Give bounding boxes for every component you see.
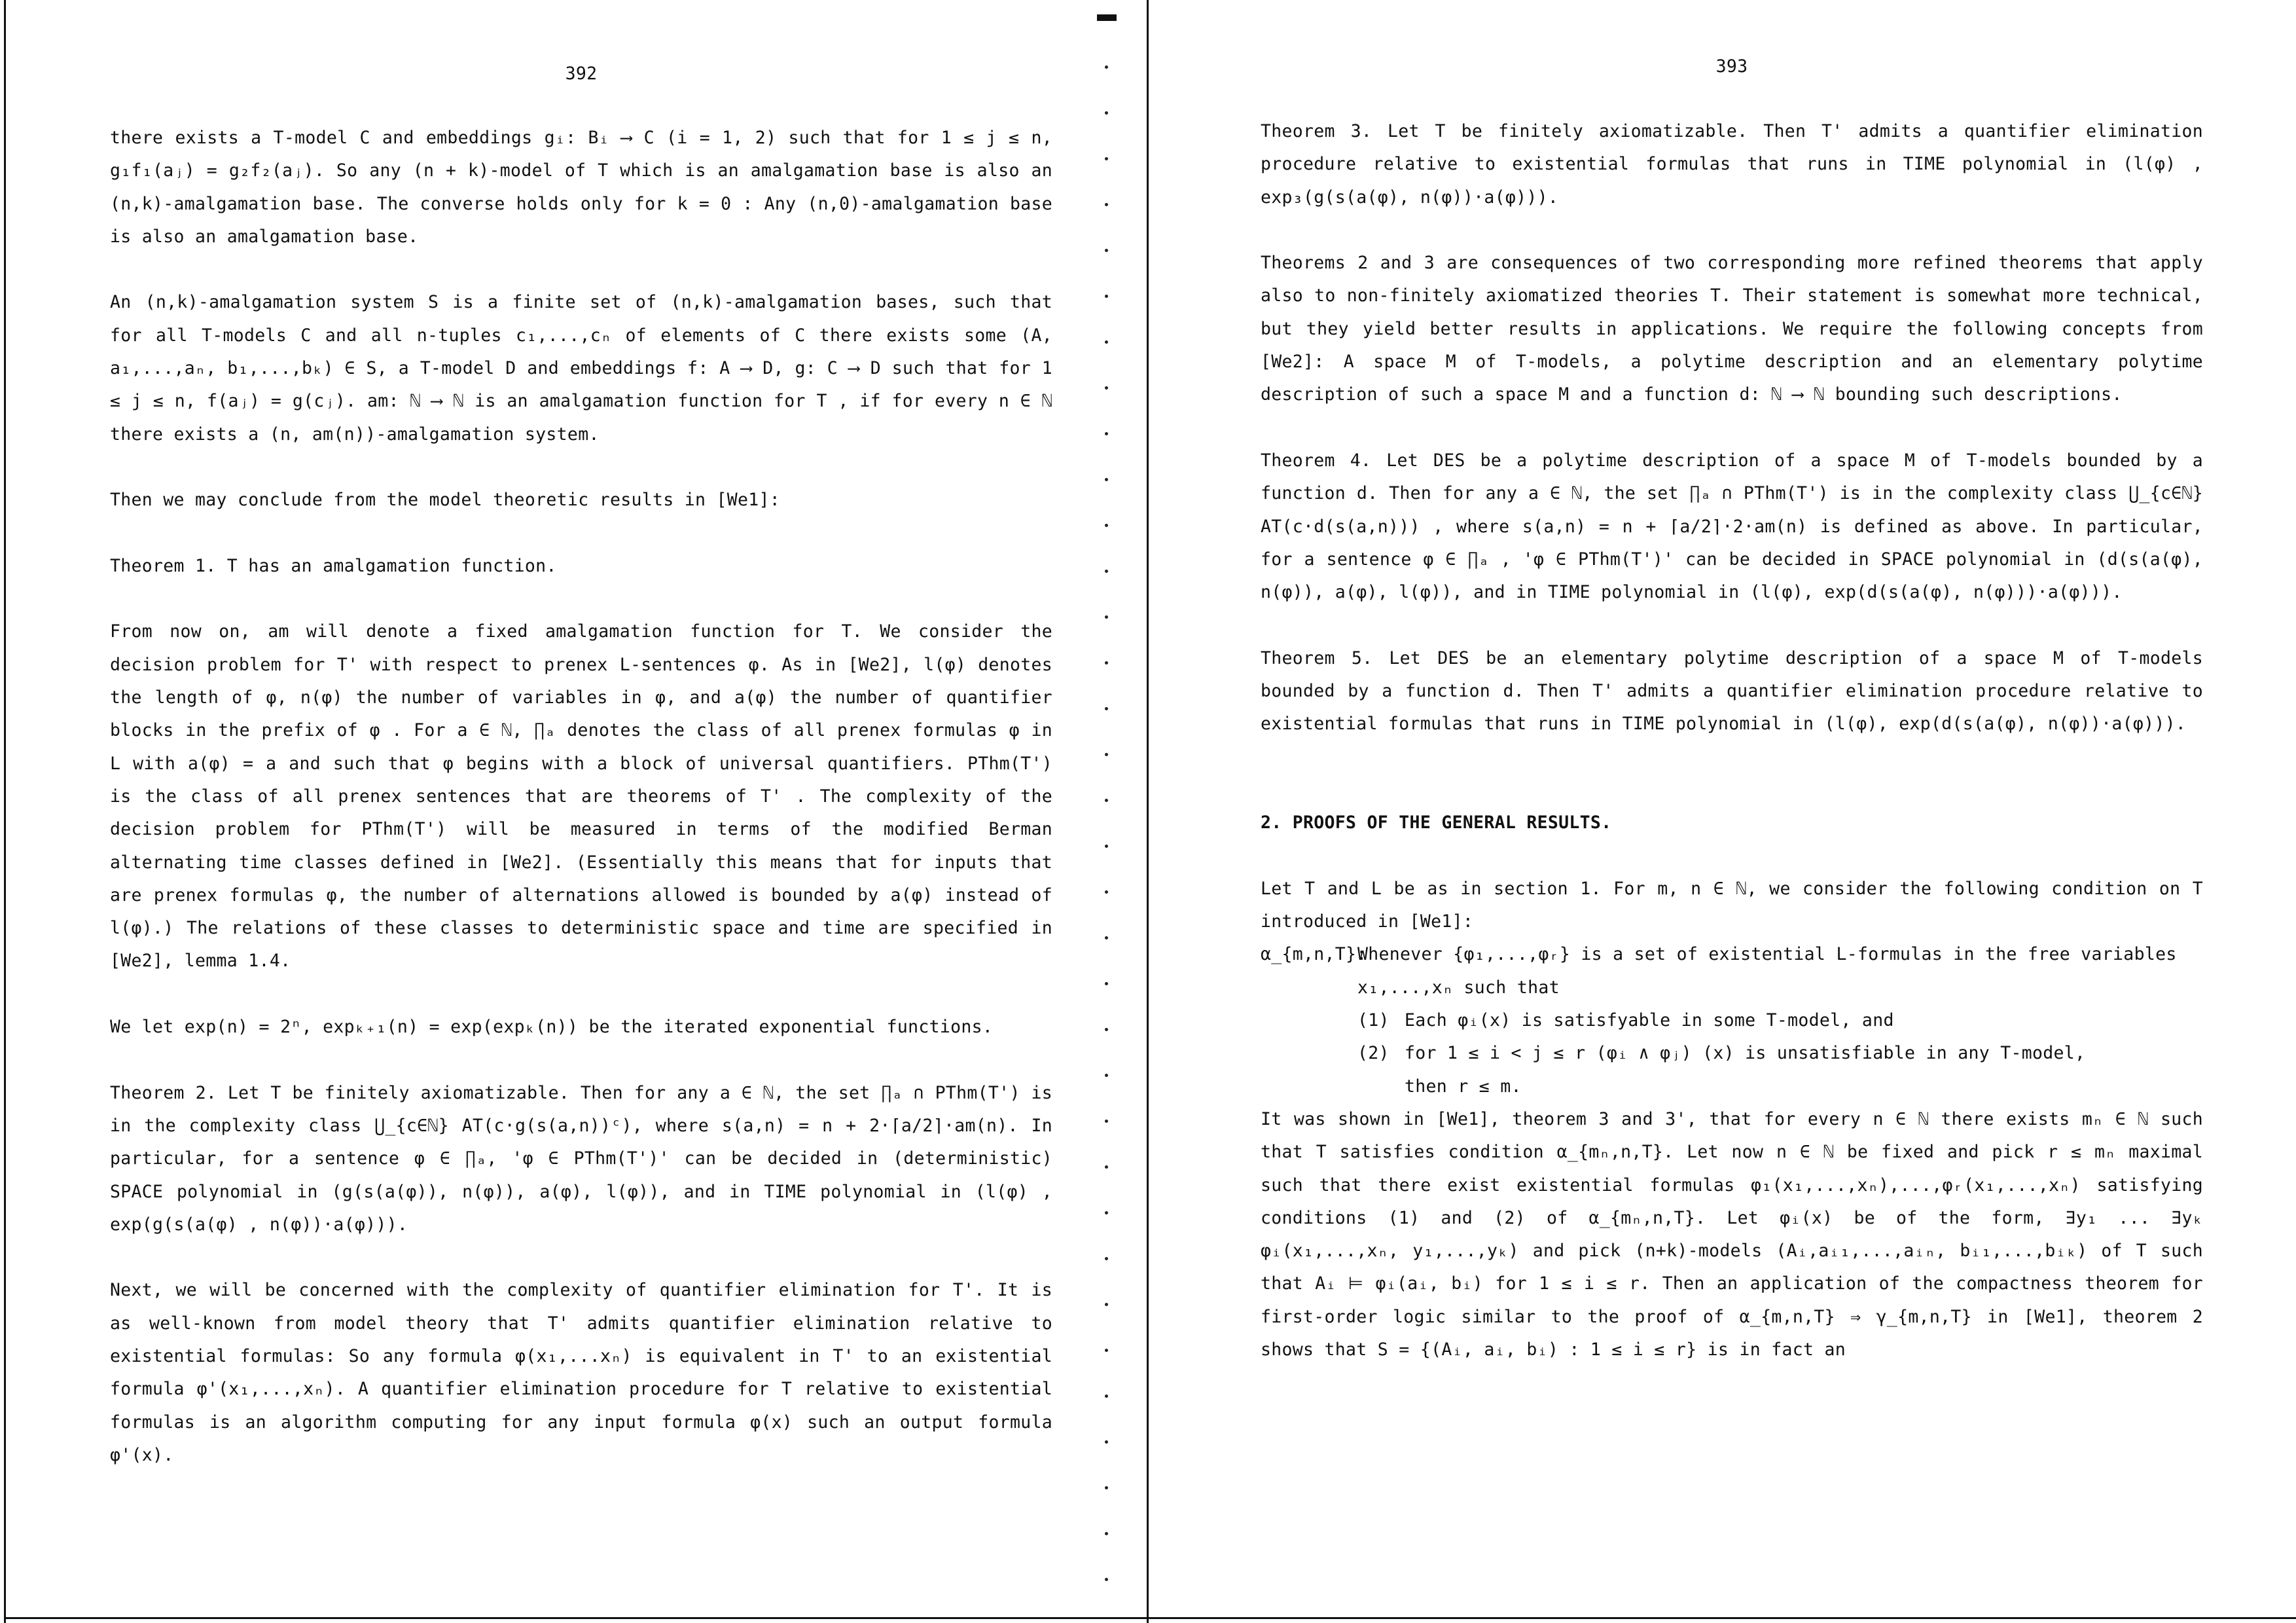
gutter-dot bbox=[1105, 1120, 1108, 1123]
left-border bbox=[4, 0, 6, 1623]
gutter-dot bbox=[1105, 753, 1108, 756]
gutter-dot bbox=[1105, 1028, 1108, 1031]
paragraph: Theorems 2 and 3 are consequences of two corresponding more refined theorems that apply also to non-finitely axiomatized theories T. Their statement is somewhat more technical, but they yield better results in applications. We require the following concepts from [We2]: A space M of T-models, a polytime description and an elementary polytime description of such a space M and a function d: ℕ ⟶ ℕ bounding such descriptions. bbox=[1261, 253, 2203, 405]
paragraph: From now on, am will denote a fixed amalgamation function for T. We consider the decision problem for T' with respect to prenex L-sentences φ. As in [We2], l(φ) denotes the length of φ, n(φ) the number of variables in φ, and a(φ) the number of quantifier blocks in the prefix of φ . For a ∈ ℕ, ∏ₐ denotes the class of all prenex formulas φ in L with a(φ) = a and such that φ begins with a block of universal quantifiers. PThm(T') is the class of all prenex sentences that are theorems of T' . The complexity of the decision problem for PThm(T') will be measured in terms of the modified Berman alternating time classes defined in [We2]. (Essentially this means that for inputs that are prenex formulas φ, the number of alternations allowed is bounded by a(φ) instead of l(φ).) The relations of these classes to deterministic space and time are specified in [We2], lemma 1.4. bbox=[110, 621, 1052, 972]
paragraph: Then we may conclude from the model theoretic results in [We1]: bbox=[110, 490, 781, 511]
gutter-dot bbox=[1105, 1440, 1108, 1444]
gutter-dot bbox=[1105, 661, 1108, 665]
condition-item-number: (2) bbox=[1357, 1043, 1390, 1064]
gutter-dot bbox=[1105, 157, 1108, 160]
section-heading: 2. PROOFS OF THE GENERAL RESULTS. bbox=[1261, 812, 1612, 833]
paragraph: Let T and L be as in section 1. For m, n ∈ ℕ, we consider the following condition on T introduced in [We1]: bbox=[1261, 878, 2203, 932]
page-number: 393 bbox=[1715, 56, 1748, 77]
paragraph: there exists a T-model C and embeddings gᵢ: Bᵢ ⟶ C (i = 1, 2) such that for 1 ≤ j ≤ n, g₁f₁(aⱼ) = g₂f₂(aⱼ). So any (n + k)-model of T which is an amalgamation base is also an (n,k)-amalgamation base. The converse holds only for k = 0 : Any (n,0)-amalgamation base is also an amalgamation base. bbox=[110, 128, 1052, 247]
condition-item bbox=[1261, 1004, 2203, 1037]
gutter-dot bbox=[1105, 1532, 1108, 1535]
theorem-1: Theorem 1. T has an amalgamation function. bbox=[110, 555, 557, 576]
gutter-dot bbox=[1105, 570, 1108, 573]
center-fold bbox=[1147, 0, 1149, 1623]
gutter-dot bbox=[1105, 1165, 1108, 1169]
right-page-body bbox=[1261, 115, 2203, 1366]
condition-block bbox=[1261, 938, 2203, 1004]
gutter-dot bbox=[1105, 1211, 1108, 1214]
condition-label: α_{m,n,T}: bbox=[1261, 944, 1367, 965]
gutter-dot bbox=[1105, 478, 1108, 481]
gutter-dot bbox=[1105, 845, 1108, 848]
gutter-dot bbox=[1105, 386, 1108, 390]
gutter-dot bbox=[1105, 432, 1108, 435]
gutter-dot bbox=[1105, 249, 1108, 252]
gutter-dot bbox=[1105, 1257, 1108, 1260]
gutter-dot bbox=[1105, 936, 1108, 939]
gutter-dot bbox=[1105, 340, 1108, 344]
right-page bbox=[1261, 0, 2203, 1623]
gutter-dot bbox=[1105, 799, 1108, 802]
theorem-2: Theorem 2. Let T be finitely axiomatizable. Then for any a ∈ ℕ, the set ∏ₐ ∩ PThm(T') is in the complexity class ⋃_{c∈ℕ} AT(c·g(s(a,n))ᶜ), where s(a,n) = n + 2·⌈a/2⌉·am(n). In particular, for a sentence φ ∈ ∏ₐ, 'φ ∈ PThm(T')' can be decided in (deterministic) SPACE polynomial in (g(s(a(φ)), n(φ)), a(φ), l(φ)), and in TIME polynomial in (l(φ) , exp(g(s(a(φ) , n(φ))·a(φ))). bbox=[110, 1082, 1052, 1235]
gutter-dot bbox=[1105, 1486, 1108, 1489]
condition-item bbox=[1261, 1037, 2203, 1070]
gutter-dot bbox=[1105, 1395, 1108, 1398]
gutter-dot bbox=[1105, 890, 1108, 894]
paragraph: We let exp(n) = 2ⁿ, expₖ₊₁(n) = exp(expₖ(n)) be the iterated exponential functions. bbox=[110, 1017, 994, 1038]
gutter-dot bbox=[1105, 1303, 1108, 1306]
condition-item-text: for 1 ≤ i < j ≤ r (φᵢ ∧ φⱼ) (x) is unsatisfiable in any T-model, bbox=[1405, 1043, 2086, 1064]
gutter-dot bbox=[1105, 1349, 1108, 1352]
theorem-5: Theorem 5. Let DES be an elementary polytime description of a space M of T-models bounded by a function d. Then T' admits a quantifier elimination procedure relative to existential formulas that runs in TIME polynomial in (l(φ), exp(d(s(a(φ), n(φ))·a(φ))). bbox=[1261, 647, 2203, 735]
gutter-flag-mark bbox=[1097, 14, 1117, 21]
gutter-dot bbox=[1105, 111, 1108, 115]
gutter-dot bbox=[1105, 615, 1108, 619]
gutter-dot bbox=[1105, 295, 1108, 298]
gutter-dot bbox=[1105, 982, 1108, 985]
paragraph: Next, we will be concerned with the complexity of quantifier elimination for T'. It is as well-known from model theory that T' admits quantifier elimination relative to existential formulas: So any formula φ(x₁,...xₙ) is equivalent in T' to an existential formula φ'(x₁,...,xₙ). A quantifier elimination procedure for T relative to existential formulas is an algorithm computing for any input formula φ(x) such an output formula φ'(x). bbox=[110, 1280, 1052, 1465]
gutter-dot bbox=[1105, 1074, 1108, 1077]
gutter-dot bbox=[1105, 1578, 1108, 1581]
paragraph: An (n,k)-amalgamation system S is a finite set of (n,k)-amalgamation bases, such that for all T-models C and all n-tuples c₁,...,cₙ of elements of C there exists some (A, a₁,...,aₙ, b₁,...,bₖ) ∈ S, a T-model D and embeddings f: A ⟶ D, g: C ⟶ D such that for 1 ≤ j ≤ n, f(aⱼ) = g(cⱼ). am: ℕ ⟶ ℕ is an amalgamation function for T , if for every n ∈ ℕ there exists a (n, am(n))-amalgamation system. bbox=[110, 292, 1052, 445]
condition-item-number: (1) bbox=[1357, 1010, 1390, 1031]
theorem-4: Theorem 4. Let DES be a polytime description of a space M of T-models bounded by a function d. Then for any a ∈ ℕ, the set ∏ₐ ∩ PThm(T') is in the complexity class ⋃_{c∈ℕ} AT(c·d(s(a,n))) , where s(a,n) = n + ⌈a/2⌉·2·am(n) is defined as above. In particular, for a sentence φ ∈ ∏ₐ , 'φ ∈ PThm(T')' can be decided in SPACE polynomial in (d(s(a(φ), n(φ)), a(φ), l(φ)), and in TIME polynomial in (l(φ), exp(d(s(a(φ), n(φ)))·a(φ))). bbox=[1261, 450, 2203, 603]
gutter-dot bbox=[1105, 524, 1108, 527]
left-page bbox=[110, 0, 1052, 1623]
left-page-body bbox=[110, 122, 1052, 1472]
condition-item-text: Each φᵢ(x) is satisfyable in some T-model, and bbox=[1405, 1010, 1894, 1031]
gutter-dot bbox=[1105, 203, 1108, 206]
paragraph: It was shown in [We1], theorem 3 and 3', that for every n ∈ ℕ there exists mₙ ∈ ℕ such that T satisfies condition α_{mₙ,n,T}. Let now n ∈ ℕ be fixed and pick r ≤ mₙ maximal such that there exist existential formulas φ₁(x₁,...,xₙ),...,φᵣ(x₁,...,xₙ) satisfying conditions (1) and (2) of α_{mₙ,n,T}. Let φᵢ(x) be of the form, ∃y₁ ... ∃yₖ φᵢ(x₁,...,xₙ, y₁,...,yₖ) and pick (n+k)-models (Aᵢ,aᵢ₁,...,aᵢₙ, bᵢ₁,...,bᵢₖ) of T such that Aᵢ ⊨ φᵢ(aᵢ, bᵢ) for 1 ≤ i ≤ r. Then an application of the compactness theorem for first-order logic similar to the proof of α_{m,n,T} ⇒ γ_{m,n,T} in [We1], theorem 2 shows that S = {(Aᵢ, aᵢ, bᵢ) : 1 ≤ i ≤ r} is in fact an bbox=[1261, 1108, 2203, 1360]
condition-intro: Whenever {φ₁,...,φᵣ} is a set of existential L-formulas in the free variables x₁,...,xₙ such that bbox=[1357, 944, 2177, 998]
theorem-3: Theorem 3. Let T be finitely axiomatizable. Then T' admits a quantifier elimination procedure relative to existential formulas that runs in TIME polynomial in (l(φ) , exp₃(g(s(a(φ), n(φ))·a(φ))). bbox=[1261, 121, 2203, 208]
condition-conclusion: then r ≤ m. bbox=[1405, 1076, 1522, 1097]
page-number: 392 bbox=[565, 64, 598, 84]
gutter-dot bbox=[1105, 65, 1108, 69]
gutter-dot bbox=[1105, 707, 1108, 710]
